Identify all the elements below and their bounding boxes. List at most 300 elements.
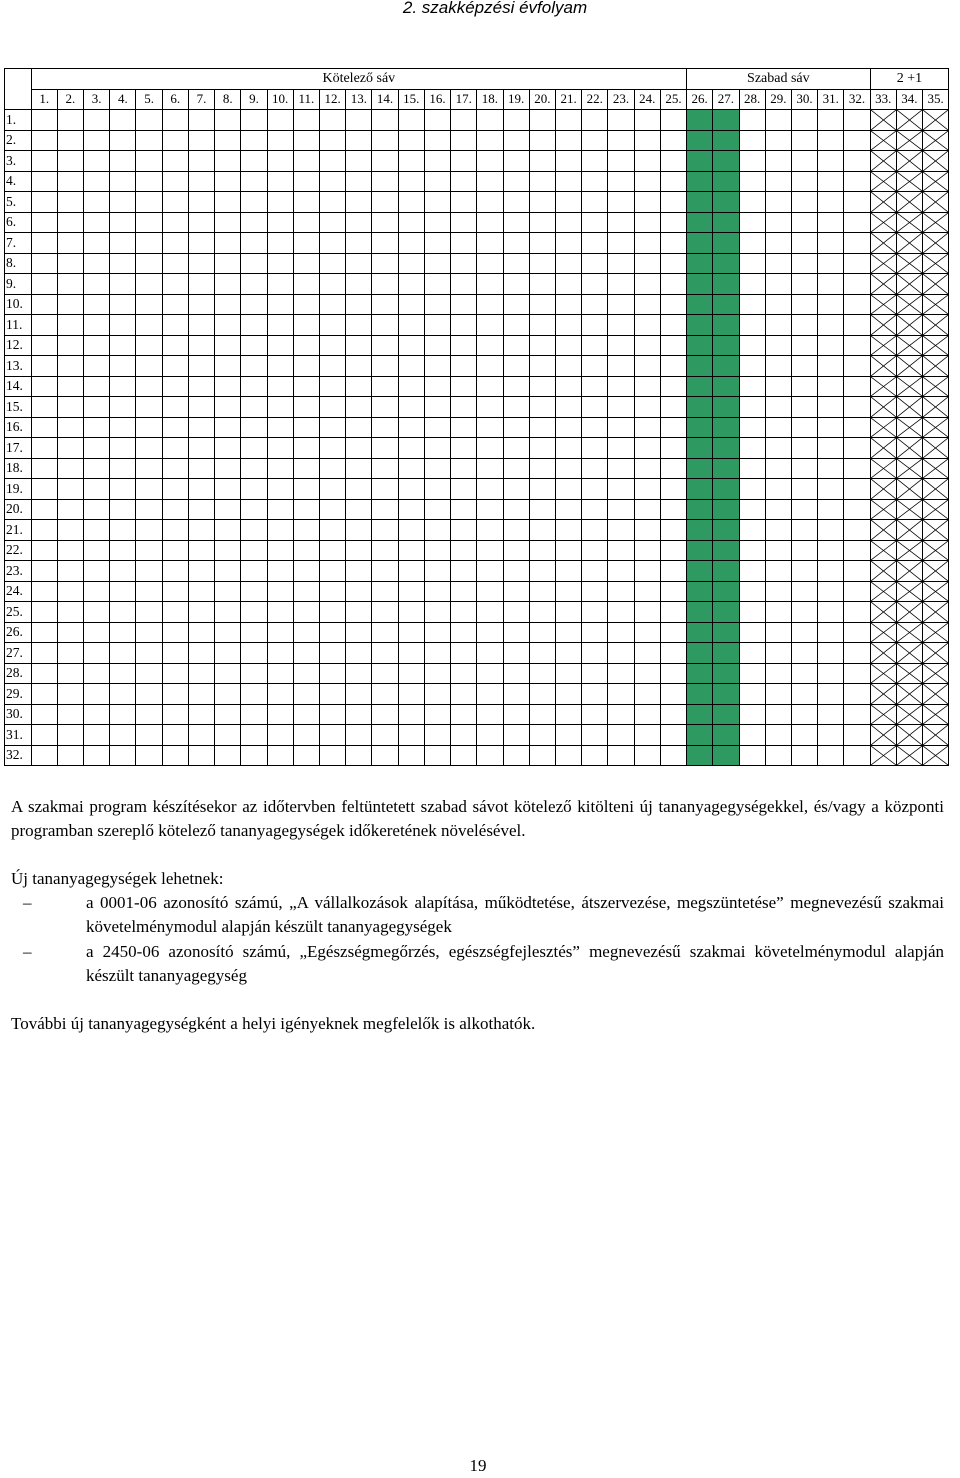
grid-cell: [293, 438, 319, 459]
grid-cell: [110, 397, 136, 418]
grid-cell: [739, 335, 765, 356]
grid-cell: [765, 622, 791, 643]
grid-cell: [477, 356, 503, 377]
crossed-cell: [923, 725, 949, 746]
grid-cell: [31, 540, 57, 561]
grid-cell: [346, 130, 372, 151]
grid-cell: [765, 356, 791, 377]
free-band-cell: [713, 356, 739, 377]
grid-cell: [608, 253, 634, 274]
grid-cell: [739, 356, 765, 377]
grid-cell: [84, 417, 110, 438]
grid-cell: [660, 561, 686, 582]
grid-cell: [529, 397, 555, 418]
table-row: [5, 561, 949, 582]
grid-cell: [503, 376, 529, 397]
crossed-cell: [923, 520, 949, 541]
grid-cell: [293, 130, 319, 151]
grid-cell: [188, 458, 214, 479]
table-row: [5, 725, 949, 746]
grid-cell: [739, 212, 765, 233]
grid-cell: [162, 274, 188, 295]
grid-cell: [818, 417, 844, 438]
grid-cell: [503, 294, 529, 315]
grid-cell: [267, 704, 293, 725]
grid-cell: [188, 315, 214, 336]
grid-cell: [372, 376, 398, 397]
free-band-cell: [713, 479, 739, 500]
grid-cell: [608, 151, 634, 172]
grid-cell: [477, 110, 503, 131]
crossed-cell: [870, 622, 896, 643]
grid-cell: [162, 356, 188, 377]
table-row: [5, 438, 949, 459]
free-band-cell: [687, 212, 713, 233]
grid-cell: [503, 438, 529, 459]
grid-cell: [582, 725, 608, 746]
crossed-cell: [870, 335, 896, 356]
grid-cell: [634, 479, 660, 500]
table-row: [5, 110, 949, 131]
grid-cell: [162, 581, 188, 602]
grid-cell: [529, 151, 555, 172]
grid-cell: [529, 130, 555, 151]
grid-cell: [215, 438, 241, 459]
crossed-cell: [896, 663, 922, 684]
grid-cell: [477, 561, 503, 582]
crossed-cell: [870, 479, 896, 500]
free-band-cell: [713, 253, 739, 274]
grid-cell: [110, 643, 136, 664]
grid-cell: [110, 561, 136, 582]
grid-cell: [555, 745, 581, 766]
grid-cell: [84, 622, 110, 643]
grid-cell: [57, 397, 83, 418]
grid-cell: [293, 540, 319, 561]
grid-cell: [791, 438, 817, 459]
grid-cell: [293, 479, 319, 500]
grid-cell: [844, 540, 870, 561]
grid-cell: [451, 294, 477, 315]
grid-cell: [162, 540, 188, 561]
grid-cell: [320, 643, 346, 664]
grid-cell: [188, 253, 214, 274]
grid-cell: [241, 397, 267, 418]
grid-cell: [320, 540, 346, 561]
crossed-cell: [923, 479, 949, 500]
grid-cell: [634, 622, 660, 643]
table-row: [5, 151, 949, 172]
grid-cell: [162, 294, 188, 315]
grid-cell: [215, 745, 241, 766]
grid-cell: [188, 417, 214, 438]
grid-cell: [424, 130, 450, 151]
free-band-cell: [687, 438, 713, 459]
free-band-cell: [687, 376, 713, 397]
grid-cell: [844, 438, 870, 459]
grid-cell: [31, 725, 57, 746]
grid-cell: [608, 294, 634, 315]
grid-cell: [634, 192, 660, 213]
crossed-cell: [870, 151, 896, 172]
grid-cell: [424, 684, 450, 705]
grid-cell: [84, 192, 110, 213]
grid-cell: [110, 171, 136, 192]
grid-cell: [765, 520, 791, 541]
grid-cell: [451, 520, 477, 541]
grid-cell: [215, 622, 241, 643]
column-number: 26.: [687, 89, 713, 110]
grid-cell: [372, 479, 398, 500]
column-number: 15.: [398, 89, 424, 110]
grid-cell: [57, 725, 83, 746]
grid-cell: [844, 643, 870, 664]
grid-cell: [136, 356, 162, 377]
crossed-cell: [896, 253, 922, 274]
column-number: 21.: [555, 89, 581, 110]
grid-cell: [844, 704, 870, 725]
grid-cell: [791, 663, 817, 684]
grid-cell: [424, 561, 450, 582]
grid-cell: [765, 253, 791, 274]
grid-cell: [346, 561, 372, 582]
grid-cell: [136, 520, 162, 541]
grid-cell: [660, 745, 686, 766]
grid-cell: [57, 110, 83, 131]
row-number: 14.: [5, 376, 32, 397]
grid-cell: [31, 130, 57, 151]
crossed-cell: [870, 540, 896, 561]
grid-cell: [136, 725, 162, 746]
grid-cell: [791, 335, 817, 356]
grid-cell: [844, 192, 870, 213]
grid-cell: [451, 438, 477, 459]
grid-cell: [660, 397, 686, 418]
grid-cell: [267, 417, 293, 438]
crossed-cell: [923, 253, 949, 274]
grid-cell: [136, 581, 162, 602]
grid-cell: [293, 171, 319, 192]
grid-cell: [57, 479, 83, 500]
grid-cell: [451, 643, 477, 664]
page-number: 19: [469, 1456, 487, 1475]
column-number: 13.: [346, 89, 372, 110]
grid-cell: [162, 561, 188, 582]
crossed-cell: [923, 233, 949, 254]
row-number: 15.: [5, 397, 32, 418]
grid-cell: [477, 315, 503, 336]
grid-cell: [765, 479, 791, 500]
grid-cell: [215, 540, 241, 561]
grid-cell: [844, 581, 870, 602]
grid-cell: [110, 725, 136, 746]
grid-cell: [320, 745, 346, 766]
grid-cell: [110, 745, 136, 766]
grid-cell: [346, 110, 372, 131]
row-number: 16.: [5, 417, 32, 438]
crossed-cell: [923, 335, 949, 356]
grid-cell: [818, 315, 844, 336]
grid-cell: [136, 151, 162, 172]
grid-cell: [660, 581, 686, 602]
grid-cell: [818, 561, 844, 582]
grid-cell: [293, 233, 319, 254]
grid-cell: [503, 643, 529, 664]
grid-cell: [267, 171, 293, 192]
grid-cell: [791, 581, 817, 602]
grid-cell: [57, 315, 83, 336]
row-number: 27.: [5, 643, 32, 664]
grid-cell: [398, 561, 424, 582]
grid-cell: [477, 151, 503, 172]
table-row: [5, 663, 949, 684]
grid-cell: [844, 499, 870, 520]
grid-cell: [818, 130, 844, 151]
grid-cell: [477, 725, 503, 746]
grid-cell: [739, 479, 765, 500]
grid-cell: [424, 417, 450, 438]
grid-cell: [739, 130, 765, 151]
grid-cell: [844, 684, 870, 705]
grid-cell: [451, 233, 477, 254]
grid-cell: [424, 253, 450, 274]
grid-cell: [372, 438, 398, 459]
grid-cell: [215, 376, 241, 397]
grid-cell: [84, 520, 110, 541]
crossed-cell: [923, 458, 949, 479]
grid-cell: [660, 274, 686, 295]
grid-cell: [110, 212, 136, 233]
grid-cell: [765, 725, 791, 746]
grid-cell: [477, 171, 503, 192]
free-band-cell: [713, 438, 739, 459]
grid-cell: [241, 479, 267, 500]
grid-cell: [346, 458, 372, 479]
grid-cell: [660, 253, 686, 274]
grid-cell: [84, 130, 110, 151]
grid-cell: [110, 192, 136, 213]
grid-cell: [660, 151, 686, 172]
grid-cell: [503, 499, 529, 520]
crossed-cell: [870, 581, 896, 602]
grid-cell: [215, 602, 241, 623]
grid-cell: [451, 335, 477, 356]
grid-cell: [241, 417, 267, 438]
grid-cell: [398, 643, 424, 664]
grid-cell: [162, 438, 188, 459]
grid-cell: [267, 745, 293, 766]
grid-cell: [398, 581, 424, 602]
grid-cell: [320, 725, 346, 746]
grid-cell: [136, 540, 162, 561]
grid-cell: [31, 602, 57, 623]
free-band-cell: [687, 745, 713, 766]
crossed-cell: [870, 520, 896, 541]
grid-cell: [398, 745, 424, 766]
grid-cell: [765, 274, 791, 295]
grid-cell: [162, 376, 188, 397]
grid-cell: [136, 417, 162, 438]
grid-cell: [188, 192, 214, 213]
crossed-cell: [870, 417, 896, 438]
grid-cell: [424, 274, 450, 295]
grid-cell: [529, 663, 555, 684]
free-band-cell: [713, 274, 739, 295]
grid-cell: [424, 602, 450, 623]
free-band-cell: [713, 499, 739, 520]
grid-cell: [136, 335, 162, 356]
grid-cell: [739, 643, 765, 664]
free-band-cell: [687, 561, 713, 582]
grid-cell: [320, 130, 346, 151]
grid-cell: [293, 315, 319, 336]
grid-cell: [398, 274, 424, 295]
grid-cell: [660, 602, 686, 623]
grid-cell: [503, 663, 529, 684]
grid-cell: [765, 294, 791, 315]
grid-cell: [320, 622, 346, 643]
grid-cell: [136, 315, 162, 336]
grid-cell: [241, 663, 267, 684]
table-row: [5, 274, 949, 295]
row-number: 20.: [5, 499, 32, 520]
free-band-cell: [687, 520, 713, 541]
grid-cell: [844, 356, 870, 377]
grid-cell: [818, 397, 844, 418]
grid-cell: [398, 171, 424, 192]
grid-cell: [57, 499, 83, 520]
crossed-cell: [923, 274, 949, 295]
grid-cell: [555, 540, 581, 561]
free-band-cell: [687, 499, 713, 520]
grid-cell: [110, 581, 136, 602]
grid-cell: [424, 581, 450, 602]
grid-cell: [188, 274, 214, 295]
grid-cell: [424, 540, 450, 561]
grid-cell: [477, 479, 503, 500]
grid-cell: [241, 356, 267, 377]
grid-cell: [844, 622, 870, 643]
grid-cell: [791, 540, 817, 561]
grid-cell: [555, 581, 581, 602]
column-number: 33.: [870, 89, 896, 110]
grid-cell: [844, 745, 870, 766]
grid-cell: [293, 458, 319, 479]
column-number-row: [5, 89, 949, 110]
grid-cell: [608, 335, 634, 356]
grid-cell: [582, 684, 608, 705]
crossed-cell: [896, 745, 922, 766]
grid-cell: [608, 622, 634, 643]
grid-cell: [320, 233, 346, 254]
grid-cell: [136, 294, 162, 315]
row-number: 6.: [5, 212, 32, 233]
grid-cell: [110, 602, 136, 623]
timetable-grid-wrapper: [4, 68, 949, 766]
grid-cell: [110, 151, 136, 172]
column-number: 17.: [451, 89, 477, 110]
grid-cell: [162, 417, 188, 438]
grid-cell: [608, 520, 634, 541]
grid-cell: [451, 663, 477, 684]
grid-cell: [555, 561, 581, 582]
grid-cell: [739, 581, 765, 602]
grid-cell: [84, 212, 110, 233]
column-number: 14.: [372, 89, 398, 110]
crossed-cell: [870, 130, 896, 151]
row-number: 7.: [5, 233, 32, 254]
grid-cell: [31, 417, 57, 438]
grid-cell: [660, 315, 686, 336]
crossed-cell: [870, 663, 896, 684]
grid-cell: [267, 335, 293, 356]
grid-cell: [398, 479, 424, 500]
grid-cell: [136, 561, 162, 582]
grid-cell: [582, 253, 608, 274]
grid-cell: [84, 294, 110, 315]
grid-cell: [267, 294, 293, 315]
crossed-cell: [870, 192, 896, 213]
grid-cell: [293, 110, 319, 131]
crossed-cell: [896, 294, 922, 315]
row-number: 24.: [5, 581, 32, 602]
crossed-cell: [923, 110, 949, 131]
grid-cell: [791, 745, 817, 766]
column-number: 7.: [188, 89, 214, 110]
grid-cell: [398, 233, 424, 254]
table-row: [5, 581, 949, 602]
grid-cell: [372, 171, 398, 192]
grid-cell: [765, 704, 791, 725]
grid-cell: [634, 151, 660, 172]
grid-cell: [293, 704, 319, 725]
crossed-cell: [870, 356, 896, 377]
grid-cell: [31, 581, 57, 602]
grid-cell: [818, 643, 844, 664]
list-item-text: a 0001-06 azonosító számú, „A vállalkozások alapítása, működtetése, átszervezése, megszüntetése” megnevezésű szakmai követelménymodul alapján készült tananyagegységek: [86, 893, 944, 936]
grid-cell: [818, 725, 844, 746]
grid-cell: [818, 192, 844, 213]
grid-cell: [398, 376, 424, 397]
grid-cell: [267, 520, 293, 541]
grid-cell: [372, 397, 398, 418]
grid-cell: [477, 704, 503, 725]
grid-cell: [739, 725, 765, 746]
grid-cell: [451, 725, 477, 746]
grid-cell: [424, 520, 450, 541]
grid-cell: [791, 397, 817, 418]
grid-cell: [529, 540, 555, 561]
grid-cell: [241, 581, 267, 602]
free-band-cell: [713, 171, 739, 192]
grid-cell: [660, 438, 686, 459]
grid-cell: [267, 212, 293, 233]
grid-cell: [162, 397, 188, 418]
grid-cell: [529, 294, 555, 315]
grid-cell: [634, 335, 660, 356]
grid-cell: [215, 643, 241, 664]
grid-cell: [529, 356, 555, 377]
grid-cell: [320, 376, 346, 397]
grid-cell: [424, 397, 450, 418]
grid-cell: [844, 602, 870, 623]
grid-cell: [346, 315, 372, 336]
grid-cell: [503, 335, 529, 356]
crossed-cell: [896, 622, 922, 643]
grid-cell: [660, 335, 686, 356]
grid-cell: [660, 704, 686, 725]
grid-cell: [31, 622, 57, 643]
